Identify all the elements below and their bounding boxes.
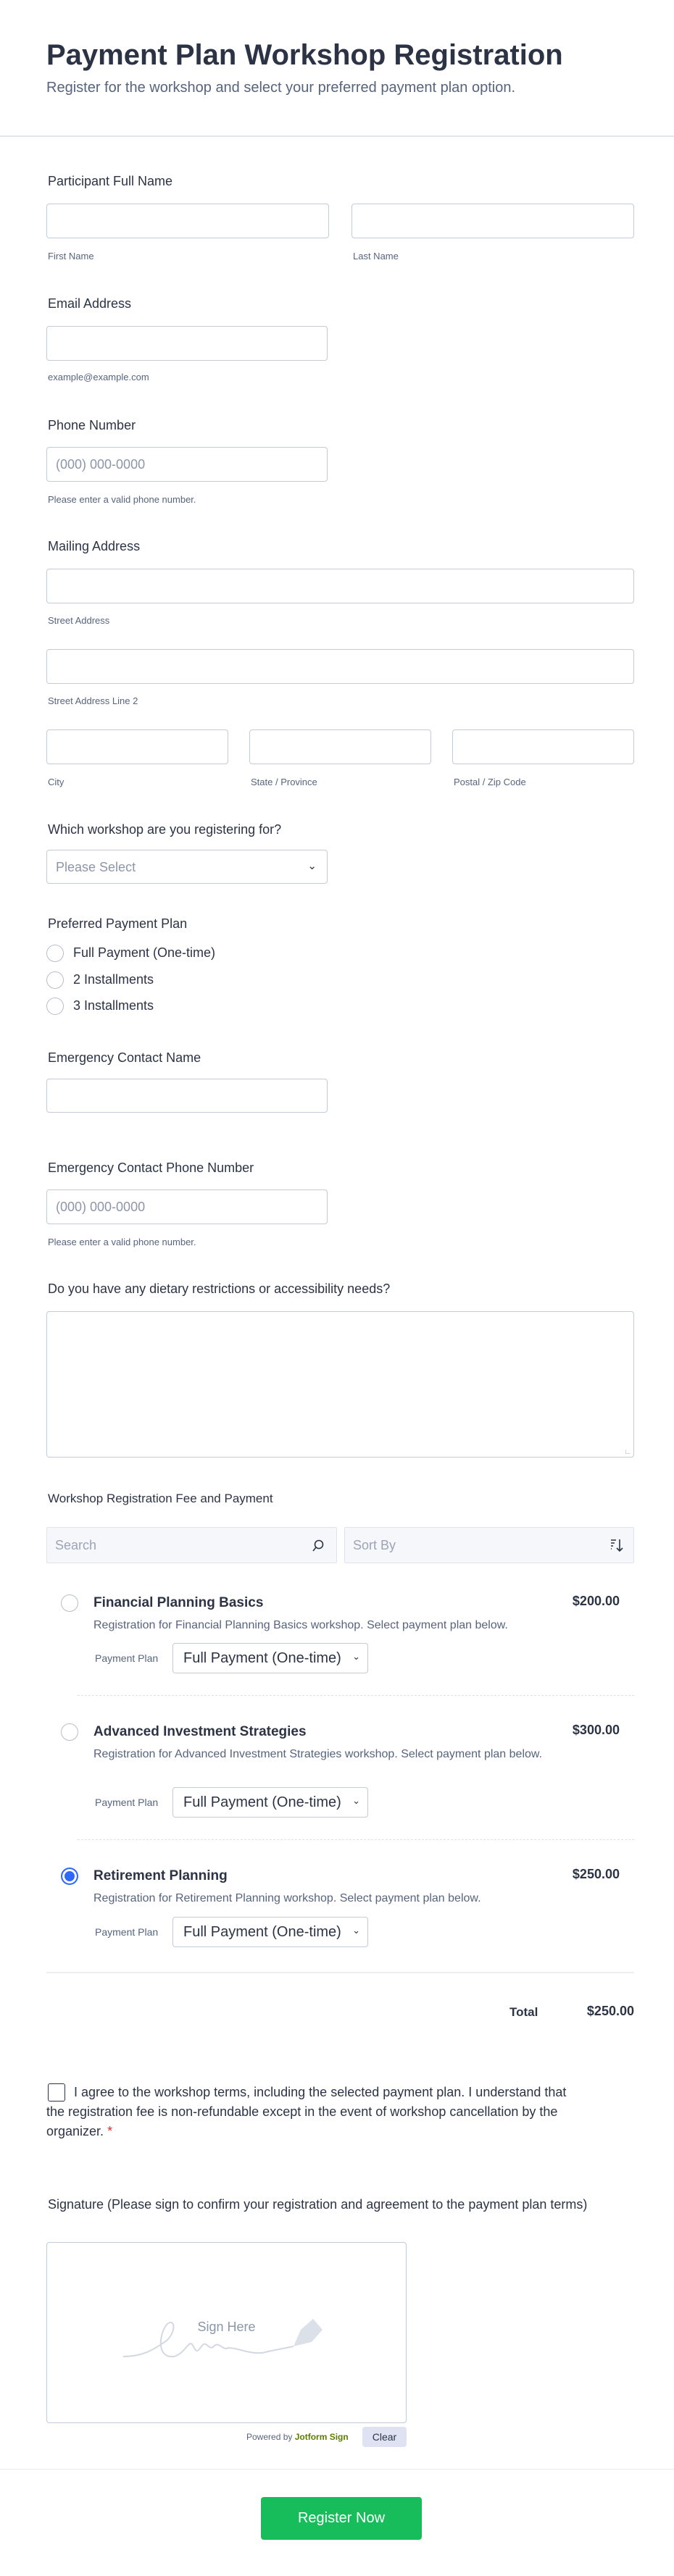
item-divider — [78, 1695, 634, 1696]
product-price: $300.00 — [572, 1723, 620, 1737]
chevron-down-icon: ⌄ — [352, 1795, 360, 1806]
page-title: Payment Plan Workshop Registration — [46, 39, 563, 71]
sort-by-select[interactable] — [344, 1527, 634, 1563]
item-divider — [78, 1839, 634, 1840]
product-price: $250.00 — [572, 1867, 620, 1881]
zip-input[interactable] — [452, 729, 634, 764]
phone-helper: Please enter a valid phone number. — [48, 494, 196, 505]
product-plan-select[interactable] — [172, 1787, 368, 1818]
address-label: Mailing Address — [48, 539, 141, 553]
city-input[interactable] — [46, 729, 228, 764]
last-name-input[interactable] — [351, 204, 634, 238]
register-now-button[interactable]: Register Now — [261, 2497, 422, 2540]
workshop-placeholder: Please Select — [56, 860, 136, 874]
phone-label: Phone Number — [48, 418, 136, 432]
terms-label: I agree to the workshop terms, including the selected payment plan. I understand that the registration fee is non-refundable except in the event of workshop cancellation by the organizer. — [46, 2085, 567, 2138]
product-description: Registration for Advanced Investment Strategies workshop. Select payment plan below. — [93, 1748, 543, 1760]
city-sublabel: City — [48, 777, 65, 787]
dietary-textarea[interactable] — [46, 1311, 634, 1458]
workshop-label: Which workshop are you registering for? — [48, 822, 282, 837]
product-title: Retirement Planning — [93, 1868, 228, 1883]
product-search-input[interactable] — [46, 1527, 337, 1563]
zip-sublabel: Postal / Zip Code — [454, 777, 526, 787]
chevron-down-icon: ⌄ — [307, 860, 317, 872]
search-icon[interactable] — [312, 1539, 325, 1552]
payment-plan-label: Preferred Payment Plan — [48, 916, 188, 931]
product-plan-value: Full Payment (One-time) — [183, 1650, 341, 1666]
search-placeholder: Search — [55, 1538, 97, 1552]
product-title: Advanced Investment Strategies — [93, 1724, 307, 1739]
phone-placeholder: (000) 000-0000 — [56, 457, 146, 472]
product-price: $200.00 — [572, 1594, 620, 1608]
footer-divider — [0, 2469, 674, 2470]
emergency-name-input[interactable] — [46, 1079, 328, 1113]
emergency-name-label: Emergency Contact Name — [48, 1050, 201, 1065]
chevron-down-icon: ⌄ — [352, 1651, 360, 1662]
resize-handle-icon[interactable]: ∟ — [624, 1448, 631, 1456]
radio-2-installments[interactable] — [46, 971, 64, 989]
total-label: Total — [509, 2005, 538, 2019]
emergency-phone-input[interactable] — [46, 1189, 328, 1224]
product-radio-selected[interactable] — [61, 1868, 78, 1885]
last-name-sublabel: Last Name — [353, 251, 399, 262]
product-description: Registration for Financial Planning Basics workshop. Select payment plan below. — [93, 1619, 508, 1631]
radio-3-installments[interactable] — [46, 998, 64, 1015]
radio-full-payment[interactable] — [46, 945, 64, 962]
radio-label: 2 Installments — [73, 972, 154, 987]
email-label: Email Address — [48, 296, 132, 311]
street2-sublabel: Street Address Line 2 — [48, 695, 138, 706]
emergency-phone-helper: Please enter a valid phone number. — [48, 1237, 196, 1247]
required-asterisk: * — [107, 2124, 113, 2138]
terms-text — [46, 2083, 583, 2141]
product-plan-value: Full Payment (One-time) — [183, 1924, 341, 1940]
total-divider — [46, 1972, 634, 1973]
product-title: Financial Planning Basics — [93, 1595, 264, 1610]
street2-input[interactable] — [46, 649, 634, 684]
page-subtitle: Register for the workshop and select your preferred payment plan option. — [46, 80, 516, 96]
phone-input[interactable] — [46, 447, 328, 482]
product-plan-select[interactable] — [172, 1643, 368, 1673]
full-name-label: Participant Full Name — [48, 174, 173, 188]
email-input[interactable] — [46, 326, 328, 361]
workshop-select[interactable] — [46, 850, 328, 884]
radio-label: 3 Installments — [73, 998, 154, 1013]
emergency-phone-label: Emergency Contact Phone Number — [48, 1161, 254, 1175]
powered-by-text: Powered by — [246, 2432, 293, 2442]
dietary-label: Do you have any dietary restrictions or accessibility needs? — [48, 1281, 391, 1296]
state-sublabel: State / Province — [251, 777, 317, 787]
product-description: Registration for Retirement Planning workshop. Select payment plan below. — [93, 1892, 481, 1904]
state-input[interactable] — [249, 729, 431, 764]
street-sublabel: Street Address — [48, 615, 110, 626]
clear-signature-button[interactable]: Clear — [362, 2427, 407, 2447]
payment-plan-field-label: Payment Plan — [95, 1652, 159, 1664]
emergency-phone-placeholder: (000) 000-0000 — [56, 1200, 146, 1214]
radio-label: Full Payment (One-time) — [73, 945, 216, 960]
payment-plan-field-label: Payment Plan — [95, 1926, 159, 1938]
first-name-sublabel: First Name — [48, 251, 94, 262]
header-divider — [0, 135, 674, 137]
jotform-sign-logo: Jotform Sign — [294, 2432, 349, 2442]
sort-placeholder: Sort By — [353, 1538, 396, 1552]
first-name-input[interactable] — [46, 204, 329, 238]
payment-plan-field-label: Payment Plan — [95, 1797, 159, 1808]
product-plan-value: Full Payment (One-time) — [183, 1794, 341, 1810]
signature-label: Signature (Please sign to confirm your registration and agreement to the payment plan terms) — [48, 2197, 588, 2212]
product-radio[interactable] — [61, 1594, 78, 1612]
sign-here-text: Sign Here — [197, 2320, 256, 2334]
total-amount: $250.00 — [586, 2004, 634, 2018]
powered-by — [246, 2432, 349, 2442]
product-radio[interactable] — [61, 1723, 78, 1741]
sort-icon[interactable] — [609, 1538, 625, 1554]
chevron-down-icon: ⌄ — [352, 1925, 360, 1936]
products-label: Workshop Registration Fee and Payment — [48, 1492, 273, 1505]
signature-pad[interactable] — [46, 2242, 407, 2423]
product-plan-select[interactable] — [172, 1917, 368, 1947]
email-helper: example@example.com — [48, 372, 149, 382]
street-input[interactable] — [46, 569, 634, 603]
